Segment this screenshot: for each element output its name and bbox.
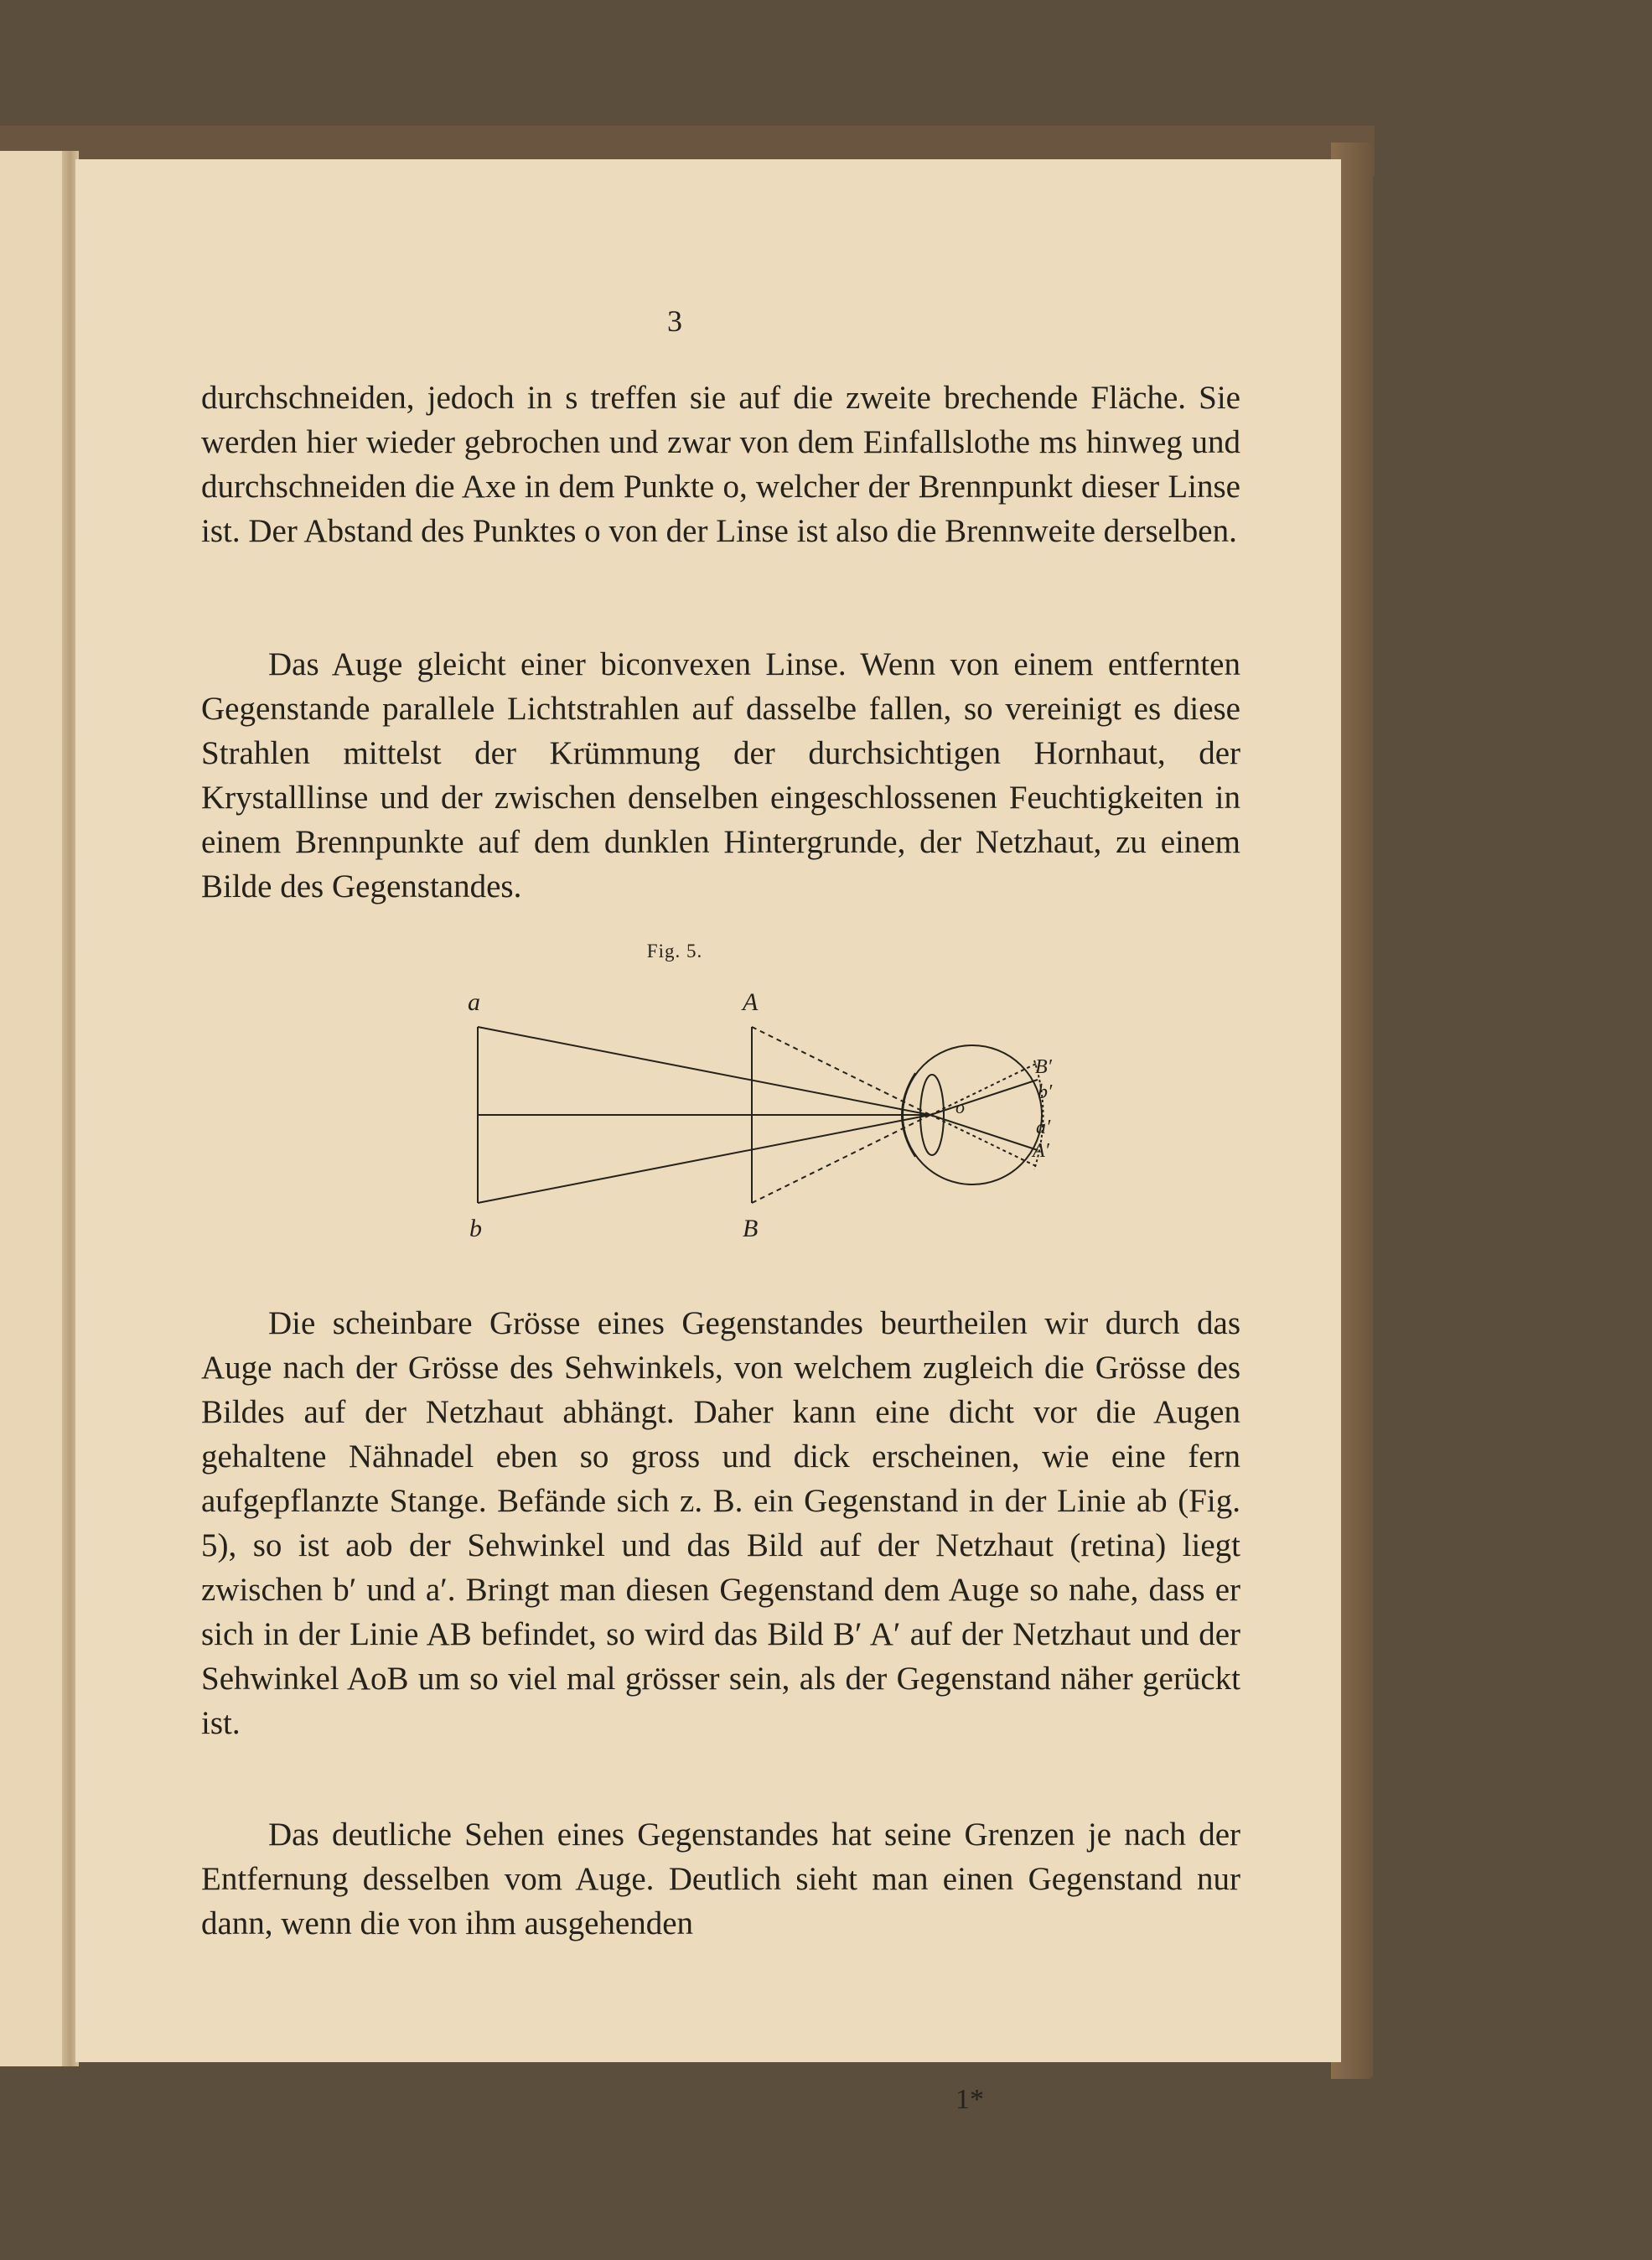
page-number: 3	[667, 304, 682, 338]
label-B: B	[743, 1215, 759, 1242]
label-a: a	[468, 989, 480, 1016]
label-a-prime: a′	[1036, 1117, 1051, 1138]
label-A: A	[743, 989, 759, 1016]
book-page	[75, 159, 1341, 2115]
paragraph-2: Das Auge gleicht einer biconvexen Linse. Wenn von einem entfernten Gegenstande parallele Lichtstrahlen auf dasselbe fallen, so vereinigt es diese Strahlen mittelst der Krümmung der durchsichtigen Hornhaut, der Krystalllinse und der zwischen denselben eingeschlossenen Feuchtigkeiten in einem Brennpunkte auf dem dunklen Hintergrunde, der Netzhaut, zu einem Bilde des Gegenstandes.	[201, 646, 1240, 905]
ray-a-to-o	[478, 1027, 930, 1115]
figure-5-eye-diagram	[386, 989, 1123, 1249]
label-b: b	[469, 1215, 482, 1242]
left-page-edge	[0, 151, 69, 2066]
ray-b-to-o	[478, 1115, 930, 1203]
paragraph-1: durchschneiden, jedoch in s treffen sie auf die zweite brechende Fläche. Sie werden hier wieder gebrochen und zwar von dem Einfallslothe ms hinweg und durchschneiden die Axe in dem Punkte o, welcher der Brennpunkt dieser Linse ist. Der Abstand des Punktes o von der Linse ist also die Brennweite derselben.	[201, 380, 1240, 549]
label-b-prime: b′	[1038, 1081, 1053, 1103]
label-B-prime: B′	[1035, 1056, 1052, 1078]
label-o: o	[955, 1096, 965, 1117]
paragraph-3: Die scheinbare Grösse eines Gegenstandes beurtheilen wir durch das Auge nach der Grösse des Sehwinkels, von welchem zugleich die Grösse des Bildes auf der Netzhaut abhängt. Daher kann eine dicht vor die Augen gehaltene Nähnadel eben so gross und dick erscheinen, wie eine fern aufgepflanzte Stange. Befände sich z. B. ein Gegenstand in der Linie ab (Fig. 5), so ist aob der Sehwinkel und das Bild auf der Netzhaut (retina) liegt zwischen b′ und a′. Bringt man diesen Gegenstand dem Auge so nahe, dass er sich in der Linie AB befindet, so wird das Bild B′ A′ auf der Netzhaut und der Sehwinkel AoB um so viel mal grösser sein, als der Gegenstand näher gerückt ist.	[201, 1305, 1240, 1741]
label-A-prime: A′	[1033, 1140, 1049, 1162]
figure-caption: Fig. 5.	[646, 941, 703, 962]
paragraph-4: Das deutliche Sehen eines Gegenstandes hat seine Grenzen je nach der Entfernung desselben vom Auge. Deutlich sieht man einen Gegenstand nur dann, wenn die von ihm ausgehenden	[201, 1817, 1240, 1941]
sheet-signature-mark: 1*	[955, 2084, 984, 2115]
